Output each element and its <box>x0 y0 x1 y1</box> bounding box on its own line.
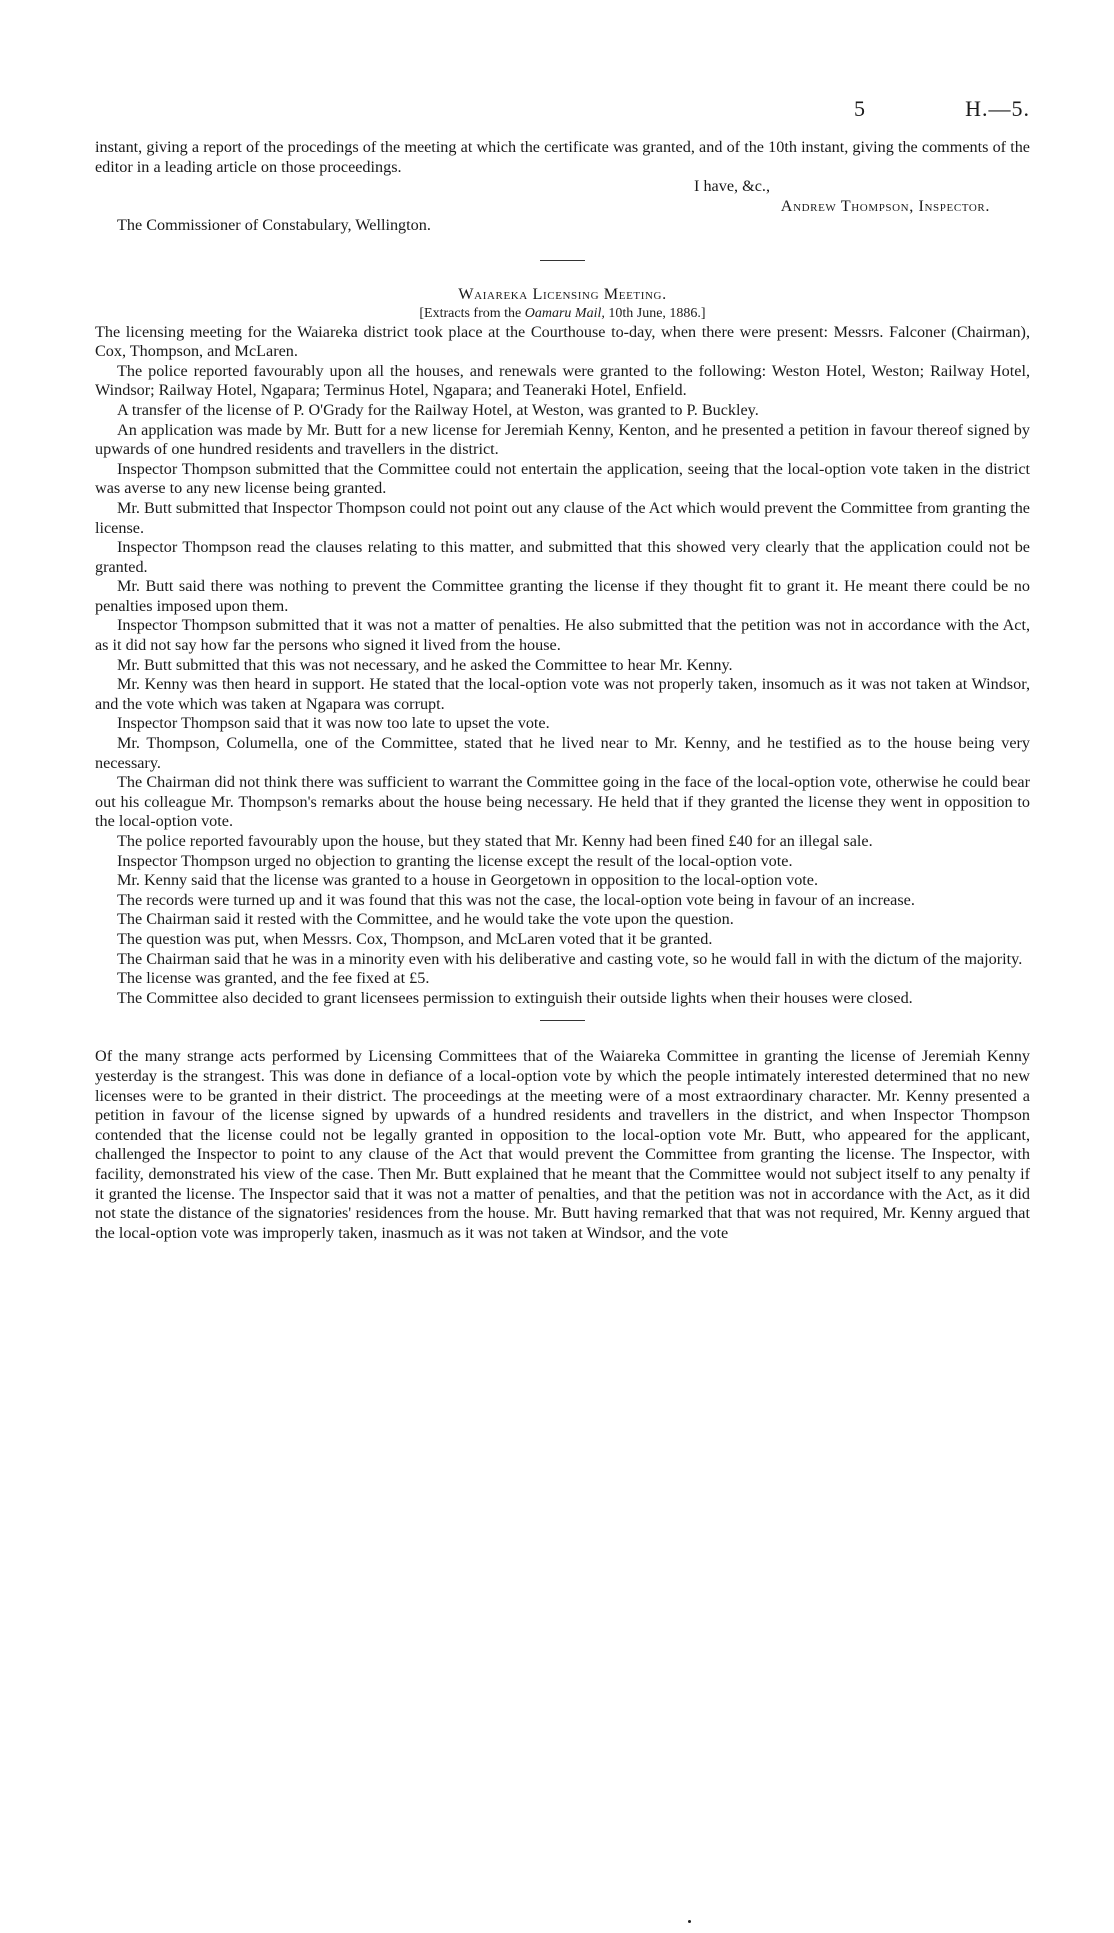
source-note <box>95 305 1030 323</box>
section-divider <box>540 260 585 261</box>
report-paragraph: The question was put, when Messrs. Cox, Thompson, and McLaren voted that it be granted. <box>117 929 713 948</box>
report-paragraph: Mr. Butt said there was nothing to prevent the Committee granting the license if they thought fit to grant it. He meant there could be no penalties imposed upon them. <box>95 577 1030 615</box>
report-paragraph: Mr. Thompson, Columella, one of the Committee, stated that he lived near to Mr. Kenny, and he testified as to the house being very necessary. <box>95 734 1030 772</box>
letter-closing: I have, &c., <box>694 177 770 196</box>
source-suffix: 10th June, 1886.] <box>604 305 706 321</box>
report-paragraph: A transfer of the license of P. O'Grady for the Railway Hotel, at Weston, was granted to P. Buckley. <box>117 400 759 419</box>
report-paragraph: An application was made by Mr. Butt for a new license for Jeremiah Kenny, Kenton, and he presented a petition in favour thereof signed by upwards of one hundred residents and travellers in the district. <box>95 420 1030 459</box>
document-reference: H.—5. <box>965 96 1030 121</box>
report-paragraph: Mr. Kenny was then heard in support. He stated that the local-option vote was not properly taken, insomuch as it was not taken at Windsor, and the vote which was taken at Ngapara was corrupt. <box>95 675 1030 713</box>
report-paragraph: The Committee also decided to grant licensees permission to extinguish their outside lights when their houses were closed. <box>117 988 913 1007</box>
report-paragraph: The police reported favourably upon the house, but they stated that Mr. Kenny had been fined £40 for an illegal sale. <box>117 832 873 850</box>
report-paragraph: Inspector Thompson submitted that the Committee could not entertain the application, seeing that the local-option vote taken in the district was averse to any new license being granted. <box>95 459 1030 498</box>
document-body <box>95 138 1030 1243</box>
page-mark <box>688 1920 691 1923</box>
report-paragraph: The police reported favourably upon all the houses, and renewals were granted to the following: Weston Hotel, Weston; Railway Hotel, Windsor; Railway Hotel, Ngapara; Terminus Hotel, Ngapara; and Teaneraki Hotel, Enfield. <box>95 361 1030 400</box>
page-header <box>95 96 1030 120</box>
report-paragraph: Mr. Kenny said that the license was granted to a house in Georgetown in opposition to the local-option vote. <box>117 871 819 890</box>
report-paragraph: Inspector Thompson urged no objection to granting the license except the result of the local-option vote. <box>117 851 793 870</box>
report-paragraph: The records were turned up and it was found that this was not the case, the local-option vote being in favour of an increase. <box>117 890 915 909</box>
report-paragraph: The licensing meeting for the Waiareka district took place at the Courthouse to-day, when there were present: Messrs. Falconer (Chairman), Cox, Thompson, and McLaren. <box>95 322 1030 361</box>
source-paper: Oamaru Mail, <box>524 305 605 321</box>
report-paragraph: The Chairman said it rested with the Committee, and he would take the vote upon the question. <box>117 910 734 929</box>
report-paragraph: Inspector Thompson said that it was now too late to upset the vote. <box>117 714 550 733</box>
meeting-report <box>95 323 1030 1009</box>
report-paragraph: Mr. Butt submitted that Inspector Thompson could not point out any clause of the Act which would prevent the Committee from granting the license. <box>95 498 1030 537</box>
report-paragraph: The Chairman did not think there was sufficient to warrant the Committee going in the face of the local-option vote, otherwise he could bear out his colleague Mr. Thompson's remarks about the house being necessary. He held that if they granted the license they went in opposition to the local-option vote. <box>95 773 1030 831</box>
report-paragraph: The Chairman said that he was in a minority even with his deliberative and casting vote, so he would fall in with the dictum of the majority. <box>117 949 1023 968</box>
editorial-paragraph: Of the many strange acts performed by Licensing Committees that of the Waiareka Committee in granting the license of Jeremiah Kenny yesterday is the strangest. This was done in defiance of a local-option vote by which the people intimately interested determined that no new licenses were to be granted in their district. The proceedings at the meeting were of a most extraordinary character. Mr. Kenny presented a petition in favour of the license signed by upwards of a hundred residents and travellers in the district, and when Inspector Thompson contended that the license could not be legally granted in opposition to the local-option vote Mr. Butt, who appeared for the applicant, challenged the Inspector to point to any clause of the Act that would prevent the Committee from granting the license. The Inspector, with facility, demonstrated his view of the case. Then Mr. Butt explained that he meant that the Committee would not subject itself to any penalty if it granted the license. The Inspector said that it was not a matter of penalties, and that the petition was not in accordance with the Act, as it did not state the distance of the signatories' residences from the house. Mr. Butt having remarked that that was not required, Mr. Kenny argued that the local-option vote was improperly taken, inasmuch as it was not taken at Windsor, and the vote <box>95 1047 1030 1242</box>
letter-opening: instant, giving a report of the procedings of the meeting at which the certificate was granted, and of the 10th instant, giving the comments of the editor in a leading article on those proceedings. <box>95 138 1030 176</box>
report-paragraph: Mr. Butt submitted that this was not necessary, and he asked the Committee to hear Mr. Kenny. <box>117 655 733 674</box>
letter-addressee: The Commissioner of Constabulary, Wellington. <box>117 216 431 235</box>
report-paragraph: The license was granted, and the fee fixed at £5. <box>117 969 430 988</box>
source-prefix: [Extracts from the <box>419 305 525 321</box>
report-paragraph: Inspector Thompson submitted that it was not a matter of penalties. He also submitted that the petition was not in accordance with the Act, as it did not say how far the persons who signed it lived from the house. <box>95 616 1030 655</box>
report-paragraph: Inspector Thompson read the clauses relating to this matter, and submitted that this showed very clearly that the application could not be granted. <box>95 538 1030 576</box>
page-number: 5 <box>854 96 865 121</box>
section-divider <box>540 1020 585 1021</box>
letter-signature: Andrew Thompson, Inspector. <box>780 196 990 215</box>
section-title: Waiareka Licensing Meeting. <box>458 284 667 303</box>
